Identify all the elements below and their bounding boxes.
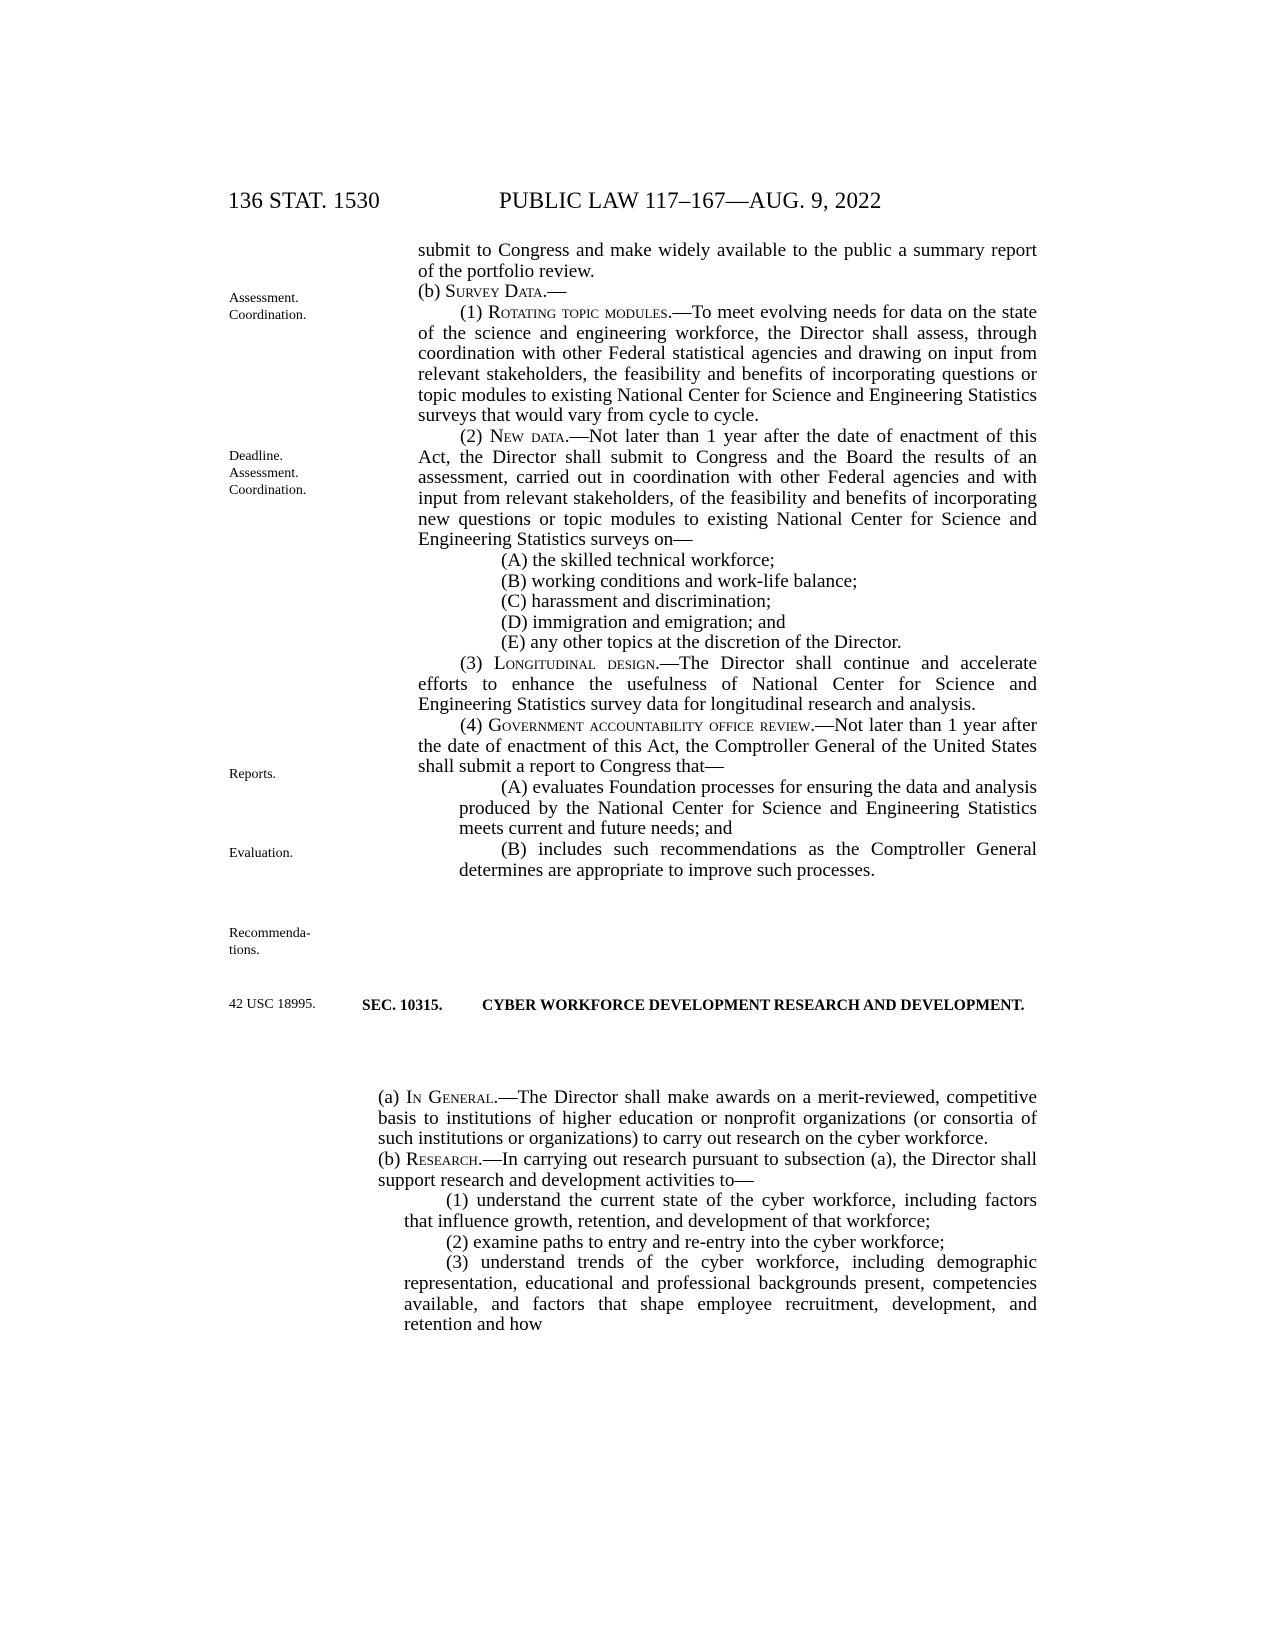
list-item: (D) immigration and emigration; and: [501, 611, 786, 633]
list-item: (C) harassment and discrimination;: [501, 591, 772, 613]
section-heading: [362, 996, 1037, 1016]
margin-note-usc-citation: 42 USC 18995.: [229, 997, 316, 1012]
statute-page-number: 136 STAT. 1530: [228, 188, 380, 213]
subparagraph-b: (B) includes such recommendations as the Comptroller General determines are appropriate to improve such processes.: [459, 839, 1037, 881]
list-item: (E) any other topics at the discretion of the Director.: [501, 632, 902, 654]
paragraph-continuation: submit to Congress and make widely available to the public a summary report of the portfolio review.: [418, 240, 1037, 282]
list-item: (A) the skilled technical workforce;: [501, 549, 775, 571]
paragraph-3: (3) Longitudinal design.—The Director shall continue and accelerate efforts to enhance the usefulness of National Center for Science and Engineering Statistics survey data for longitudinal research and analysis.: [418, 653, 1037, 716]
margin-note-recommendations: Recommenda- tions.: [229, 926, 311, 958]
text-column: [418, 241, 1037, 881]
margin-note-evaluation: Evaluation.: [229, 846, 294, 861]
subsection-a: (a) In General.—The Director shall make awards on a merit-reviewed, competitive basis to institutions of higher education or nonprofit organizations (or consortia of such institutions or organizations) to carry out research on the cyber workforce.: [378, 1087, 1038, 1150]
list-item: (B) working conditions and work-life balance;: [501, 570, 858, 592]
subsection-b-heading: (b) Survey Data.—: [418, 281, 567, 303]
paragraph-1: (1) Rotating topic modules.—To meet evolving needs for data on the state of the science and engineering workforce, the Director shall assess, through coordination with other Federal statistical agencies and drawing on input from relevant stakeholders, the feasibility and benefits of incorporating questions or topic modules to existing National Center for Science and Engineering Statistics surveys that would vary from cycle to cycle.: [418, 301, 1037, 427]
section-number: SEC. 10315.: [362, 997, 443, 1014]
running-header: PUBLIC LAW 117–167—AUG. 9, 2022: [499, 188, 882, 213]
list-item: (2) examine paths to entry and re-entry into the cyber workforce;: [446, 1231, 945, 1253]
section-title: CYBER WORKFORCE DEVELOPMENT RESEARCH AND DEVELOPMENT.: [482, 997, 1025, 1014]
list-item: (3) understand trends of the cyber workforce, including demographic representation, educational and professional backgrounds present, competencies available, and factors that shape employee recruitment, development, and retention and how: [404, 1252, 1037, 1336]
subsection-b: (b) Research.—In carrying out research pursuant to subsection (a), the Director shall support research and development activities to—: [378, 1148, 1037, 1191]
margin-note-deadline: Deadline. Assessment. Coordination.: [229, 449, 307, 498]
list-item: (1) understand the current state of the cyber workforce, including factors that influence growth, retention, and development of that workforce;: [404, 1190, 1037, 1232]
margin-note-assessment-coordination: Assessment. Coordination.: [229, 291, 307, 323]
subparagraph-a: (A) evaluates Foundation processes for ensuring the data and analysis produced by the National Center for Science and Engineering Statistics meets current and future needs; and: [459, 777, 1037, 840]
paragraph-4: (4) Government accountability office review.—Not later than 1 year after the date of enactment of this Act, the Comptroller General of the United States shall submit a report to Congress that—: [418, 715, 1038, 778]
margin-note-reports: Reports.: [229, 767, 277, 782]
section-body: [378, 1088, 1037, 1336]
paragraph-2: (2) New data.—Not later than 1 year after the date of enactment of this Act, the Director shall submit to Congress and the Board the results of an assessment, carried out in coordination with other Federal agencies and with input from relevant stakeholders, of the feasibility and benefits of incorporating new questions or topic modules to existing National Center for Science and Engineering Statistics surveys on—: [418, 425, 1037, 551]
